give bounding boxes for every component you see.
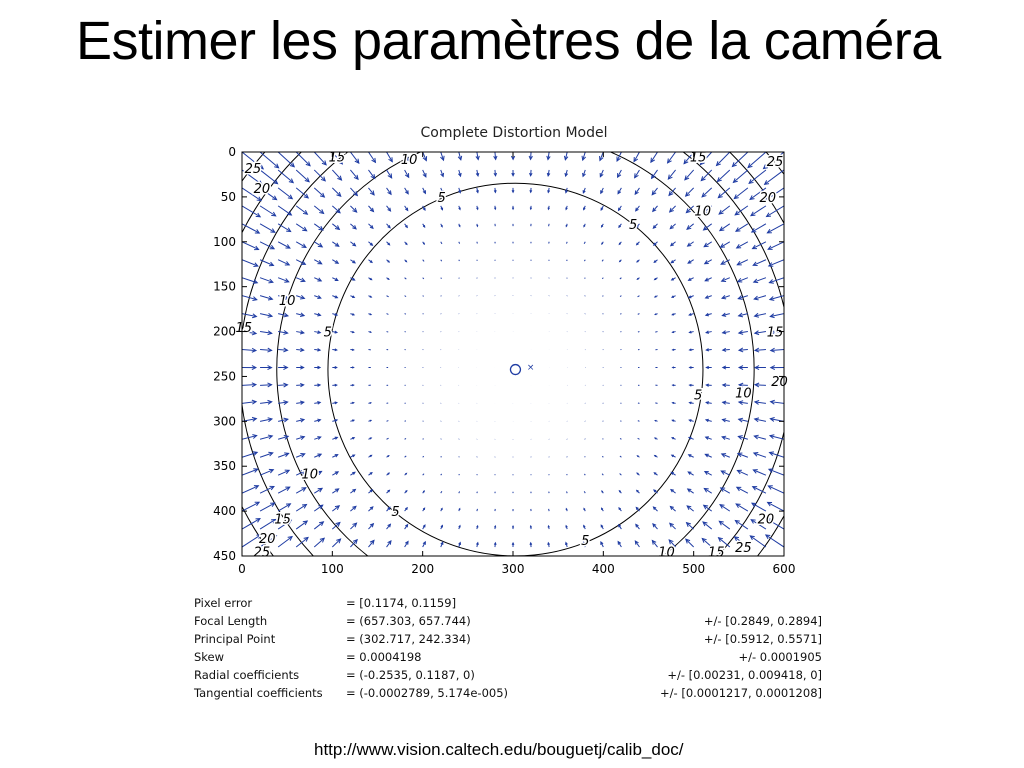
displacement-arrow [567,474,568,475]
displacement-arrow [441,439,442,440]
contour-label: 10 [735,386,752,402]
parameter-uncertainty: +/- [0.0001217, 0.0001208] [660,686,822,700]
displacement-arrow [387,314,389,315]
displacement-arrow [638,296,640,297]
contour-label: 25 [766,154,784,170]
displacement-arrow [459,242,460,244]
arrow-head [370,403,371,404]
contour-label: 20 [771,374,788,390]
displacement-arrow [387,296,389,297]
displacement-arrow [620,473,622,475]
displacement-arrow [423,474,424,476]
parameter-value: = (657.303, 657.744) [346,614,471,628]
displacement-arrow [314,538,324,547]
displacement-arrow [702,188,712,197]
displacement-arrow [278,152,294,167]
displacement-arrow [735,206,748,215]
displacement-arrow [732,152,747,166]
displacement-arrow [620,456,621,457]
displacement-arrow [441,260,442,261]
parameter-value: = (-0.0002789, 5.174e-005) [346,686,509,700]
y-tick-label: 250 [213,369,236,384]
displacement-arrow [405,278,407,279]
displacement-arrow [441,278,442,279]
displacement-arrow [459,491,460,493]
y-tick-label: 400 [213,504,236,519]
y-tick-label: 350 [213,459,236,474]
displacement-arrow [260,503,275,511]
displacement-arrow [423,260,424,262]
contour-label: 5 [391,505,400,521]
displacement-arrow [278,188,292,199]
parameter-name: Focal Length [194,614,268,628]
displacement-arrow [423,456,424,457]
parameter-uncertainty: +/- 0.0001905 [738,650,822,664]
contour-label: 5 [581,533,590,549]
contour-label: 15 [328,150,346,166]
displacement-arrow [602,278,603,279]
contour-label: 5 [694,388,703,404]
displacement-arrow [603,439,604,440]
displacement-arrow [620,314,621,315]
displacement-arrow [459,260,460,261]
displacement-arrow [405,314,406,315]
displacement-arrow [477,509,478,511]
displacement-arrow [584,242,585,244]
slide-title: Estimer les paramètres de la caméra [76,11,941,71]
parameter-value: = (-0.2535, 0.1187, 0) [346,668,475,682]
displacement-arrow [620,296,621,297]
displacement-arrow [441,242,442,244]
displacement-arrow [549,509,550,511]
displacement-arrow [332,170,341,180]
displacement-arrow [242,242,259,250]
displacement-arrow [751,206,766,216]
parameter-uncertainty: +/- [0.5912, 0.5571] [703,632,822,646]
displacement-arrow [387,438,389,439]
contour-label: 10 [694,204,711,220]
contour-label: 20 [759,190,777,206]
displacement-arrow [602,296,603,297]
displacement-arrow [735,520,748,529]
contour-10 [277,132,754,606]
displacement-arrow [405,421,406,422]
x-tick-label: 0 [238,562,246,576]
displacement-arrow [260,152,279,168]
parameter-name: Tangential coefficients [194,686,323,700]
parameter-name: Principal Point [194,632,276,646]
y-tick-label: 50 [220,189,236,204]
displacement-arrow [441,456,442,457]
displacement-arrow [567,492,568,494]
displacement-arrow [242,519,260,529]
displacement-arrow [314,188,324,197]
displacement-arrow [441,491,442,493]
displacement-arrow [620,278,622,279]
contour-label: 25 [735,541,752,557]
displacement-arrow [296,206,307,214]
parameter-name: Pixel error [194,596,253,610]
displacement-arrow [655,403,657,404]
displacement-arrow [278,170,293,183]
displacement-arrow [567,260,568,261]
displacement-arrow [441,296,442,297]
displacement-arrow [638,421,640,422]
displacement-arrow [423,439,424,440]
displacement-arrow [685,170,694,180]
displacement-arrow [584,260,585,261]
displacement-arrow [602,456,603,457]
contour-label: 5 [323,325,332,341]
displacement-arrow [749,170,766,183]
displacement-arrow [750,536,766,547]
displacement-arrow [260,224,275,232]
contour-label: 5 [437,190,446,206]
y-tick-label: 150 [213,279,236,294]
displacement-arrow [405,456,407,457]
displacement-arrow [765,170,784,184]
displacement-arrow [620,438,621,439]
displacement-arrow [768,502,784,511]
displacement-arrow [602,260,603,262]
contour-label: 10 [278,294,296,310]
displacement-arrow [585,278,586,279]
contour-label: 20 [253,181,271,197]
y-tick-label: 100 [213,234,236,249]
displacement-arrow [620,421,621,422]
displacement-arrow [296,170,309,182]
image-center-marker: × [526,363,535,374]
contour-label: 20 [757,512,775,528]
displacement-arrow [314,170,325,181]
parameter-name: Radial coefficients [194,668,300,682]
parameter-name: Skew [194,650,225,664]
y-tick-label: 450 [213,549,236,563]
displacement-arrow [733,170,747,182]
displacement-arrow [423,296,424,297]
contour-label: 10 [400,153,418,169]
contour-label: 10 [301,467,319,483]
displacement-arrow [477,242,478,244]
arrow-head [477,225,478,226]
displacement-arrow [387,332,389,333]
displacement-arrow [278,537,292,547]
x-tick-label: 300 [501,562,525,576]
contour-label: 15 [766,325,784,341]
displacement-arrow [585,296,586,297]
displacement-arrow [585,439,586,440]
displacement-arrow [278,206,291,215]
displacement-arrow [423,278,424,279]
displacement-arrow [549,224,550,226]
displacement-arrow [260,519,275,529]
displacement-arrow [752,224,766,232]
contour-label: 25 [253,545,271,561]
displacement-arrow [767,224,784,233]
displacement-arrow [602,474,603,475]
displacement-arrow [748,152,766,167]
parameter-uncertainty: +/- [0.2849, 0.2894] [703,614,822,628]
displacement-arrow [584,474,585,475]
parameter-value: = (302.717, 242.334) [346,632,471,646]
displacement-arrow [584,491,585,493]
contour-label: 25 [244,162,262,178]
displacement-arrow [655,332,657,333]
y-tick-label: 200 [213,324,236,339]
arrow-head [370,331,371,332]
displacement-arrow [638,314,640,315]
contour-label: 15 [707,545,725,561]
y-tick-label: 0 [228,145,236,159]
x-tick-label: 500 [682,562,706,576]
displacement-arrow [459,474,460,475]
displacement-arrow [717,170,729,182]
parameter-value: = [0.1174, 0.1159] [346,596,457,610]
contour-label: 15 [235,321,253,337]
source-url: http://www.vision.caltech.edu/bouguetj/calib_doc/ [314,740,684,759]
x-tick-label: 400 [591,562,615,576]
displacement-arrow [638,438,640,439]
displacement-arrow [296,152,310,166]
x-tick-label: 600 [772,562,796,576]
y-tick-label: 300 [213,414,236,429]
contour-label: 5 [629,217,638,233]
contour-5 [328,183,703,556]
x-tick-label: 100 [320,562,344,576]
displacement-arrow [260,206,276,216]
displacement-arrow [387,421,389,422]
contour-label: 10 [658,545,675,561]
chart-title: Complete Distortion Model [420,125,608,141]
parameter-uncertainty: +/- [0.00231, 0.009418, 0] [667,668,822,682]
displacement-arrow [350,152,358,163]
contour-label: 15 [689,150,707,166]
displacement-arrow [718,188,729,198]
displacement-arrow [314,152,326,165]
displacement-arrow [242,502,259,511]
displacement-arrow [734,188,748,199]
contour-label: 20 [259,532,276,548]
parameter-value: = 0.0004198 [346,650,422,664]
displacement-arrow [405,438,406,439]
displacement-arrow [566,242,567,244]
displacement-arrow [405,296,406,297]
displacement-arrow [717,152,730,165]
displacement-arrow [585,456,586,457]
displacement-arrow [441,474,442,475]
x-tick-label: 200 [411,562,435,576]
contour-label: 15 [274,512,291,528]
principal-point-marker [510,365,520,375]
